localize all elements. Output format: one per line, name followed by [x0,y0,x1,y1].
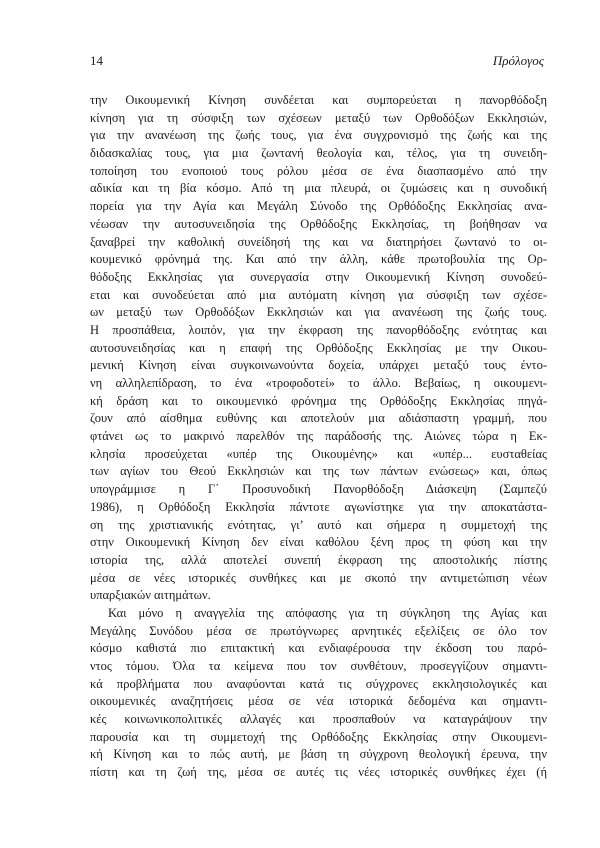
text-line: μέσα σε νέες ιστορικές συνθήκες και με σκοπό την αντιμετώπιση νέων [90,570,547,585]
text-line: μενική Κίνηση είναι συγκοινωνούντα δοχεία, υπάρχει μεταξύ τους έντο- [90,358,547,373]
text-line: κή δράση και το οικουμενικό φρόνημα της Ορθόδοξης Εκκλησίας πηγά- [90,393,547,408]
text-line: κές κοινωνικοπολιτικές αλλαγές και προσπαθούν να καταγράψουν την [90,712,547,727]
text-line: ζουν από αίσθημα ευθύνης και αποτελούν μια αδιάσπαστη γραμμή, που [90,411,547,426]
text-line: κλησία προσεύχεται «υπέρ της Οικουμένης» και «υπέρ... ευσταθείας [90,446,547,461]
text-line: παρουσία και τη συμμετοχή της Ορθόδοξης Εκκλησίας στην Οικουμενι- [90,729,547,744]
text-line: υπογράμμισε η Γ΄ Προσυνοδική Πανορθόδοξη Διάσκεψη (Σαμπεζύ [90,482,547,497]
text-line: εται και συνοδεύεται από μια αυτόματη κίνηση για σύσφιξη των σχέσε- [90,287,547,302]
text-line: Η προσπάθεια, λοιπόν, για την έκφραση της πανορθόδοξης ενότητας και [90,322,547,337]
text-line: αδικία και τη βία κόσμο. Από τη μια πλευρά, οι ζυμώσεις και η συνοδική [90,181,547,196]
text-line: θόδοξης Εκκλησίας για συνεργασία στην Οικουμενική Κίνηση συνοδεύ- [90,269,547,284]
text-line: για την ανανέωση της ζωής τους, για ένα συγχρονισμό της ζωής και της [90,128,547,143]
text-line: τοποίηση του ενοποιού τους ρόλου μέσα σε ένα διασπασμένο από την [90,163,547,178]
text-line: ντος τόμου. Όλα τα κείμενα που τον συνθέτουν, προσεγγίζουν σημαντι- [90,659,547,673]
text-line: κουμενικό φρόνημά της. Και από την άλλη, κάθε πρωτοβουλία της Ορ- [90,252,547,267]
text-line: νέωσαν την αυτοσυνειδησία της Ορθόδοξης Εκκλησίας, τη βοήθησαν να [90,216,547,231]
text-line: 1986), η Ορθόδοξη Εκκλησία πάντοτε αγωνίστηκε για την αποκατάστα- [90,499,547,514]
running-head: Πρόλογος [492,53,544,68]
text-line: κόσμο καθιστά πιο επιτακτική και ενδιαφέρουσα την έκδοση του παρό- [90,641,547,656]
text-line: ση της χριστιανικής ενότητας, γι’ αυτό και σήμερα η συμμετοχή της [90,517,547,532]
text-line: Και μόνο η αναγγελία της απόφασης για τη σύγκληση της Αγίας και [108,605,547,620]
text-line: διδασκαλίας τους, για μια ζωντανή θεολογία και, τέλος, για τη συνειδη- [90,146,547,161]
text-line: κή Κίνηση και το πώς αυτή, με βάση τη σύγχρονη θεολογική έρευνα, την [90,747,547,762]
text-line: στην Οικουμενική Κίνηση δεν είναι καθόλου ξένη προς τη φύση και την [90,535,547,550]
text-line: φτάνει ως το μακρινό παρελθόν της παράδοσής της. Αιώνες τώρα η Εκ- [90,429,547,444]
text-line: ων μεταξύ των Ορθοδόξων Εκκλησιών και για ανανέωση της ζωής τους. [90,305,547,320]
text-line: κά προβλήματα που αναφύονται κατά τις σύγχρονες εκκλησιολογικές και [90,676,547,691]
text-line: πορεία για την Αγία και Μεγάλη Σύνοδο της Ορθόδοξης Εκκλησίας ανα- [90,199,547,214]
text-line: υπαρξιακών αιτημάτων. [90,588,211,603]
text-line: ιστορία της, αλλά αποτελεί συνεπή έκφραση της αποστολικής πίστης [90,552,547,567]
page-number: 14 [90,53,103,68]
text-line: την Οικουμενική Κίνηση συνδέεται και συμπορεύεται η πανορθόδοξη [90,93,547,107]
text-line: Μεγάλης Συνόδου μέσα σε πρωτόγνωρες αρνητικές εξελίξεις σε όλο τον [90,623,547,638]
text-line: κίνηση για τη σύσφιξη των σχέσεων μεταξύ των Ορθοδόξων Εκκλησιών, [90,110,547,125]
text-line: αυτοσυνειδησίας και η επαφή της Ορθόδοξης Εκκλησίας με την Οικου- [90,340,547,355]
body-text [90,92,547,782]
text-line: οικουμενικές αναζητήσεις μέσα σε νέα ιστορικά δεδομένα και σημαντι- [90,694,547,709]
text-line: νη αλληλεπίδραση, το ένα «τροφοδοτεί» το άλλο. Βεβαίως, η οικουμενι- [90,376,547,390]
text-line: πίστη και τη ζωή της, μέσα σε αυτές τις νέες ιστορικές συνθήκες έχει (ή [90,765,547,780]
text-line: ξαναβρεί την καθολική συνείδησή της και να διατηρήσει ζωντανό το οι- [90,234,547,249]
text-line: των αγίων του Θεού Εκκλησιών και της των πάντων ενώσεως» και, όπως [90,464,547,479]
